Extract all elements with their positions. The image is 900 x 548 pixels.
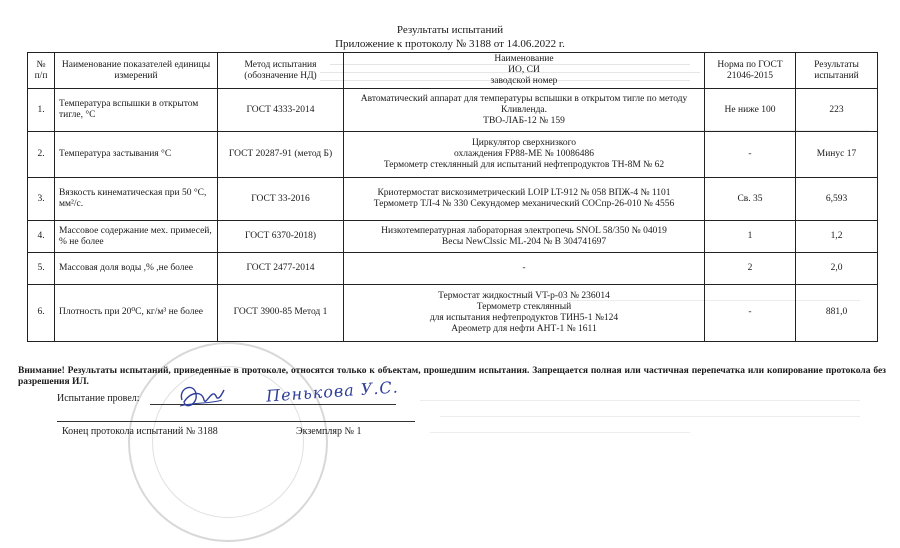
row-norm: 2 <box>705 253 796 285</box>
row-test-method: ГОСТ 33-2016 <box>218 177 344 220</box>
row-equipment <box>344 177 705 220</box>
header-name: Наименование показателей единицы измерений <box>55 53 218 89</box>
equipment-line: Низкотемпературная лабораторная электропечь SNOL 58/350 № 04019 <box>381 225 667 236</box>
header-equipment-line: Наименование <box>494 54 554 64</box>
row-equipment <box>344 253 705 285</box>
page-title: Результаты испытаний <box>396 24 504 36</box>
table-row <box>28 132 878 178</box>
header-result: Результаты испытаний <box>796 53 878 89</box>
row-parameter-name: Плотность при 20⁰С, кг/м³ не более <box>55 284 218 341</box>
row-norm: Св. 35 <box>705 177 796 220</box>
row-parameter-name: Температура вспышки в открытом тигле, °С <box>55 89 218 132</box>
table-row <box>28 221 878 253</box>
row-norm: 1 <box>705 221 796 253</box>
page-subtitle: Приложение к протоколу № 3188 от 14.06.2022 г. <box>335 38 565 50</box>
header-num: № п/п <box>28 53 55 89</box>
warning-text: Внимание! Результаты испытаний, приведенные в протоколе, относятся только к объектам, прошедшим испытания. Запрещается полная или частичная перепечатка или копирование протокола без разрешения ИЛ. <box>18 366 886 387</box>
equipment-line: Ареометр для нефти АНТ-1 № 1611 <box>451 323 597 334</box>
row-test-method: ГОСТ 20287-91 (метод Б) <box>218 132 344 178</box>
results-table-body <box>28 89 878 342</box>
row-result: 2,0 <box>796 253 878 285</box>
row-number: 6. <box>28 284 55 341</box>
row-result: 1,2 <box>796 221 878 253</box>
header-equipment-line: ИО, СИ <box>508 65 540 75</box>
row-result: 223 <box>796 89 878 132</box>
signature-mark <box>176 380 226 414</box>
row-result: 6,593 <box>796 177 878 220</box>
table-row <box>28 177 878 220</box>
equipment-line: ТВО-ЛАБ-12 № 159 <box>483 115 565 126</box>
table-row <box>28 89 878 132</box>
row-norm: - <box>705 284 796 341</box>
row-parameter-name: Температура застывания °С <box>55 132 218 178</box>
row-equipment <box>344 284 705 341</box>
results-table <box>27 52 878 342</box>
row-test-method: ГОСТ 2477-2014 <box>218 253 344 285</box>
header-method: Метод испытания (обозначение НД) <box>218 53 344 89</box>
row-equipment <box>344 132 705 178</box>
equipment-line: Термометр стеклянный для испытаний нефтепродуктов ТН-8М № 62 <box>383 160 665 171</box>
row-parameter-name: Массовое содержание мех. примесей, % не более <box>55 221 218 253</box>
equipment-line: Весы NewClssic ML-204 № В 304741697 <box>441 236 607 247</box>
signature-name: Пенькова У.С. <box>265 377 400 406</box>
equipment-line: для испытания нефтепродуктов ТИН5-1 №124 <box>429 312 619 323</box>
table-row <box>28 284 878 341</box>
row-number: 3. <box>28 177 55 220</box>
row-equipment <box>344 89 705 132</box>
equipment-line: Термостат жидкостный VT-р-03 № 236014 <box>438 290 610 301</box>
equipment-line: Криотермостат вискозиметрический LOIP LT-912 № 058 ВПЖ-4 № 1101 <box>377 188 671 199</box>
equipment-line: Термометр ТЛ-4 № 330 Секундомер механический СОСпр-26-010 № 4556 <box>373 199 675 210</box>
row-parameter-name: Вязкость кинематическая при 50 °С, мм²/с. <box>55 177 218 220</box>
equipment-line: охлаждения FP88-ME № 10086486 <box>453 149 595 160</box>
row-test-method: ГОСТ 4333-2014 <box>218 89 344 132</box>
row-number: 2. <box>28 132 55 178</box>
equipment-line: Циркулятор сверхнизкого <box>471 138 577 149</box>
row-equipment <box>344 221 705 253</box>
copy-number: Экземпляр № 1 <box>296 426 362 437</box>
row-number: 1. <box>28 89 55 132</box>
row-result: Минус 17 <box>796 132 878 178</box>
end-of-protocol: Конец протокола испытаний № 3188 <box>62 426 218 437</box>
table-row <box>28 253 878 285</box>
header-norm: Норма по ГОСТ 21046-2015 <box>705 53 796 89</box>
header-equipment-line: заводской номер <box>490 76 558 86</box>
row-result: 881,0 <box>796 284 878 341</box>
equipment-line: Автоматический аппарат для температуры вспышки в открытом тигле по методу Кливленда. <box>360 93 688 115</box>
table-header-row <box>28 53 878 89</box>
equipment-line: - <box>522 263 526 274</box>
row-parameter-name: Массовая доля воды ,% ,не более <box>55 253 218 285</box>
header-equipment <box>344 53 705 89</box>
row-number: 4. <box>28 221 55 253</box>
equipment-line: Термометр стеклянный <box>476 301 572 312</box>
end-line <box>57 421 415 422</box>
row-norm: Не ниже 100 <box>705 89 796 132</box>
row-norm: - <box>705 132 796 178</box>
row-test-method: ГОСТ 6370-2018) <box>218 221 344 253</box>
row-test-method: ГОСТ 3900-85 Метод 1 <box>218 284 344 341</box>
row-number: 5. <box>28 253 55 285</box>
tested-by-label: Испытание провел: <box>57 393 140 404</box>
